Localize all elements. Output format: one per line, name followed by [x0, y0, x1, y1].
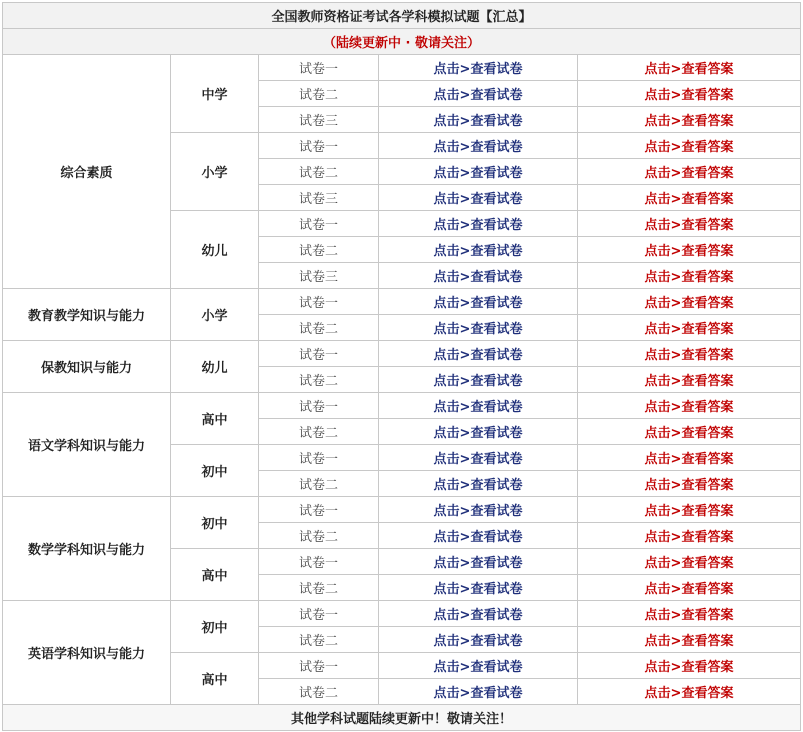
view-paper-link[interactable]: 点击>查看试卷: [433, 322, 523, 337]
view-paper-link[interactable]: 点击>查看试卷: [433, 192, 523, 207]
view-paper-cell: [379, 627, 578, 653]
subject-cell: 英语学科知识与能力: [3, 601, 171, 705]
view-answer-link[interactable]: 点击>查看答案: [644, 634, 734, 649]
level-cell: 高中: [171, 549, 259, 601]
view-paper-cell: [379, 81, 578, 107]
view-answer-link[interactable]: 点击>查看答案: [644, 504, 734, 519]
view-paper-link[interactable]: 点击>查看试卷: [433, 270, 523, 285]
paper-name-cell: 试卷一: [259, 341, 379, 367]
table-row: [3, 55, 801, 81]
view-paper-link[interactable]: 点击>查看试卷: [433, 296, 523, 311]
view-paper-cell: [379, 471, 578, 497]
level-cell: 幼儿: [171, 341, 259, 393]
paper-name-cell: 试卷二: [259, 575, 379, 601]
view-paper-cell: [379, 419, 578, 445]
view-answer-cell: [578, 341, 801, 367]
view-answer-link[interactable]: 点击>查看答案: [644, 374, 734, 389]
view-answer-cell: [578, 367, 801, 393]
subject-cell: 语文学科知识与能力: [3, 393, 171, 497]
view-paper-link[interactable]: 点击>查看试卷: [433, 348, 523, 363]
view-answer-cell: [578, 575, 801, 601]
exam-papers-table: [2, 2, 801, 731]
view-answer-link[interactable]: 点击>查看答案: [644, 218, 734, 233]
paper-name-cell: 试卷一: [259, 445, 379, 471]
level-cell: 初中: [171, 445, 259, 497]
view-paper-link[interactable]: 点击>查看试卷: [433, 608, 523, 623]
view-answer-link[interactable]: 点击>查看答案: [644, 530, 734, 545]
paper-name-cell: 试卷二: [259, 367, 379, 393]
page-title: 全国教师资格证考试各学科模拟试题【汇总】: [3, 3, 801, 29]
footer-row: [3, 705, 801, 731]
view-answer-link[interactable]: 点击>查看答案: [644, 244, 734, 259]
view-paper-cell: [379, 523, 578, 549]
view-answer-link[interactable]: 点击>查看答案: [644, 400, 734, 415]
view-answer-link[interactable]: 点击>查看答案: [644, 348, 734, 363]
paper-name-cell: 试卷三: [259, 263, 379, 289]
view-paper-link[interactable]: 点击>查看试卷: [433, 62, 523, 77]
view-answer-cell: [578, 471, 801, 497]
view-paper-link[interactable]: 点击>查看试卷: [433, 530, 523, 545]
table-body: [3, 3, 801, 731]
view-answer-link[interactable]: 点击>查看答案: [644, 322, 734, 337]
table-row: [3, 289, 801, 315]
view-answer-cell: [578, 497, 801, 523]
view-paper-link[interactable]: 点击>查看试卷: [433, 478, 523, 493]
view-paper-cell: [379, 679, 578, 705]
view-answer-cell: [578, 289, 801, 315]
view-paper-link[interactable]: 点击>查看试卷: [433, 140, 523, 155]
view-paper-cell: [379, 341, 578, 367]
view-paper-cell: [379, 263, 578, 289]
paper-name-cell: 试卷二: [259, 81, 379, 107]
paper-name-cell: 试卷一: [259, 289, 379, 315]
view-answer-cell: [578, 627, 801, 653]
view-answer-cell: [578, 445, 801, 471]
paper-name-cell: 试卷一: [259, 211, 379, 237]
view-answer-cell: [578, 133, 801, 159]
subject-cell: 保教知识与能力: [3, 341, 171, 393]
view-paper-link[interactable]: 点击>查看试卷: [433, 88, 523, 103]
paper-name-cell: 试卷二: [259, 679, 379, 705]
title-row: [3, 3, 801, 29]
table-row: [3, 497, 801, 523]
view-answer-cell: [578, 237, 801, 263]
view-answer-link[interactable]: 点击>查看答案: [644, 140, 734, 155]
view-answer-link[interactable]: 点击>查看答案: [644, 426, 734, 441]
view-answer-link[interactable]: 点击>查看答案: [644, 452, 734, 467]
view-answer-link[interactable]: 点击>查看答案: [644, 88, 734, 103]
view-paper-link[interactable]: 点击>查看试卷: [433, 660, 523, 675]
view-paper-link[interactable]: 点击>查看试卷: [433, 634, 523, 649]
view-answer-link[interactable]: 点击>查看答案: [644, 270, 734, 285]
view-paper-link[interactable]: 点击>查看试卷: [433, 166, 523, 181]
view-answer-cell: [578, 315, 801, 341]
view-answer-cell: [578, 263, 801, 289]
level-cell: 小学: [171, 289, 259, 341]
page-subtitle: （陆续更新中 · 敬请关注）: [3, 29, 801, 55]
view-paper-cell: [379, 601, 578, 627]
view-answer-link[interactable]: 点击>查看答案: [644, 556, 734, 571]
paper-name-cell: 试卷一: [259, 133, 379, 159]
view-answer-cell: [578, 653, 801, 679]
paper-name-cell: 试卷一: [259, 549, 379, 575]
view-answer-cell: [578, 679, 801, 705]
view-paper-cell: [379, 159, 578, 185]
footer-note: 其他学科试题陆续更新中！敬请关注！: [3, 705, 801, 731]
subject-cell: 数学学科知识与能力: [3, 497, 171, 601]
paper-name-cell: 试卷三: [259, 185, 379, 211]
view-paper-cell: [379, 289, 578, 315]
view-answer-link[interactable]: 点击>查看答案: [644, 582, 734, 597]
paper-name-cell: 试卷二: [259, 159, 379, 185]
paper-name-cell: 试卷一: [259, 497, 379, 523]
level-cell: 初中: [171, 601, 259, 653]
view-answer-cell: [578, 393, 801, 419]
paper-name-cell: 试卷二: [259, 627, 379, 653]
view-answer-link[interactable]: 点击>查看答案: [644, 114, 734, 129]
view-answer-cell: [578, 211, 801, 237]
view-paper-link[interactable]: 点击>查看试卷: [433, 374, 523, 389]
view-paper-cell: [379, 55, 578, 81]
paper-name-cell: 试卷一: [259, 653, 379, 679]
view-answer-link[interactable]: 点击>查看答案: [644, 660, 734, 675]
level-cell: 初中: [171, 497, 259, 549]
view-answer-cell: [578, 81, 801, 107]
view-paper-link[interactable]: 点击>查看试卷: [433, 400, 523, 415]
view-paper-link[interactable]: 点击>查看试卷: [433, 504, 523, 519]
view-paper-link[interactable]: 点击>查看试卷: [433, 686, 523, 701]
paper-name-cell: 试卷二: [259, 471, 379, 497]
view-paper-cell: [379, 211, 578, 237]
view-answer-link[interactable]: 点击>查看答案: [644, 296, 734, 311]
view-paper-cell: [379, 575, 578, 601]
view-paper-link[interactable]: 点击>查看试卷: [433, 218, 523, 233]
view-paper-cell: [379, 497, 578, 523]
view-answer-cell: [578, 523, 801, 549]
view-answer-link[interactable]: 点击>查看答案: [644, 62, 734, 77]
level-cell: 高中: [171, 653, 259, 705]
subject-cell: 教育教学知识与能力: [3, 289, 171, 341]
view-paper-link[interactable]: 点击>查看试卷: [433, 556, 523, 571]
view-paper-cell: [379, 133, 578, 159]
paper-name-cell: 试卷二: [259, 315, 379, 341]
table-row: [3, 393, 801, 419]
table-row: [3, 341, 801, 367]
view-answer-cell: [578, 185, 801, 211]
view-answer-link[interactable]: 点击>查看答案: [644, 478, 734, 493]
view-paper-cell: [379, 315, 578, 341]
view-answer-cell: [578, 601, 801, 627]
view-paper-cell: [379, 393, 578, 419]
level-cell: 幼儿: [171, 211, 259, 289]
subject-cell: 综合素质: [3, 55, 171, 289]
level-cell: 中学: [171, 55, 259, 133]
view-paper-cell: [379, 367, 578, 393]
subtitle-row: [3, 29, 801, 55]
paper-name-cell: 试卷二: [259, 237, 379, 263]
paper-name-cell: 试卷二: [259, 419, 379, 445]
view-paper-link[interactable]: 点击>查看试卷: [433, 426, 523, 441]
view-paper-link[interactable]: 点击>查看试卷: [433, 582, 523, 597]
table-row: [3, 601, 801, 627]
view-paper-cell: [379, 653, 578, 679]
paper-name-cell: 试卷三: [259, 107, 379, 133]
view-paper-link[interactable]: 点击>查看试卷: [433, 244, 523, 259]
view-answer-cell: [578, 419, 801, 445]
view-answer-link[interactable]: 点击>查看答案: [644, 166, 734, 181]
view-paper-cell: [379, 185, 578, 211]
view-paper-link[interactable]: 点击>查看试卷: [433, 452, 523, 467]
view-answer-link[interactable]: 点击>查看答案: [644, 608, 734, 623]
view-answer-link[interactable]: 点击>查看答案: [644, 192, 734, 207]
view-answer-cell: [578, 549, 801, 575]
view-answer-cell: [578, 55, 801, 81]
view-paper-cell: [379, 549, 578, 575]
level-cell: 小学: [171, 133, 259, 211]
view-paper-cell: [379, 107, 578, 133]
paper-name-cell: 试卷二: [259, 523, 379, 549]
paper-name-cell: 试卷一: [259, 601, 379, 627]
view-answer-cell: [578, 107, 801, 133]
view-answer-cell: [578, 159, 801, 185]
view-paper-cell: [379, 445, 578, 471]
level-cell: 高中: [171, 393, 259, 445]
view-answer-link[interactable]: 点击>查看答案: [644, 686, 734, 701]
paper-name-cell: 试卷一: [259, 393, 379, 419]
view-paper-cell: [379, 237, 578, 263]
view-paper-link[interactable]: 点击>查看试卷: [433, 114, 523, 129]
paper-name-cell: 试卷一: [259, 55, 379, 81]
